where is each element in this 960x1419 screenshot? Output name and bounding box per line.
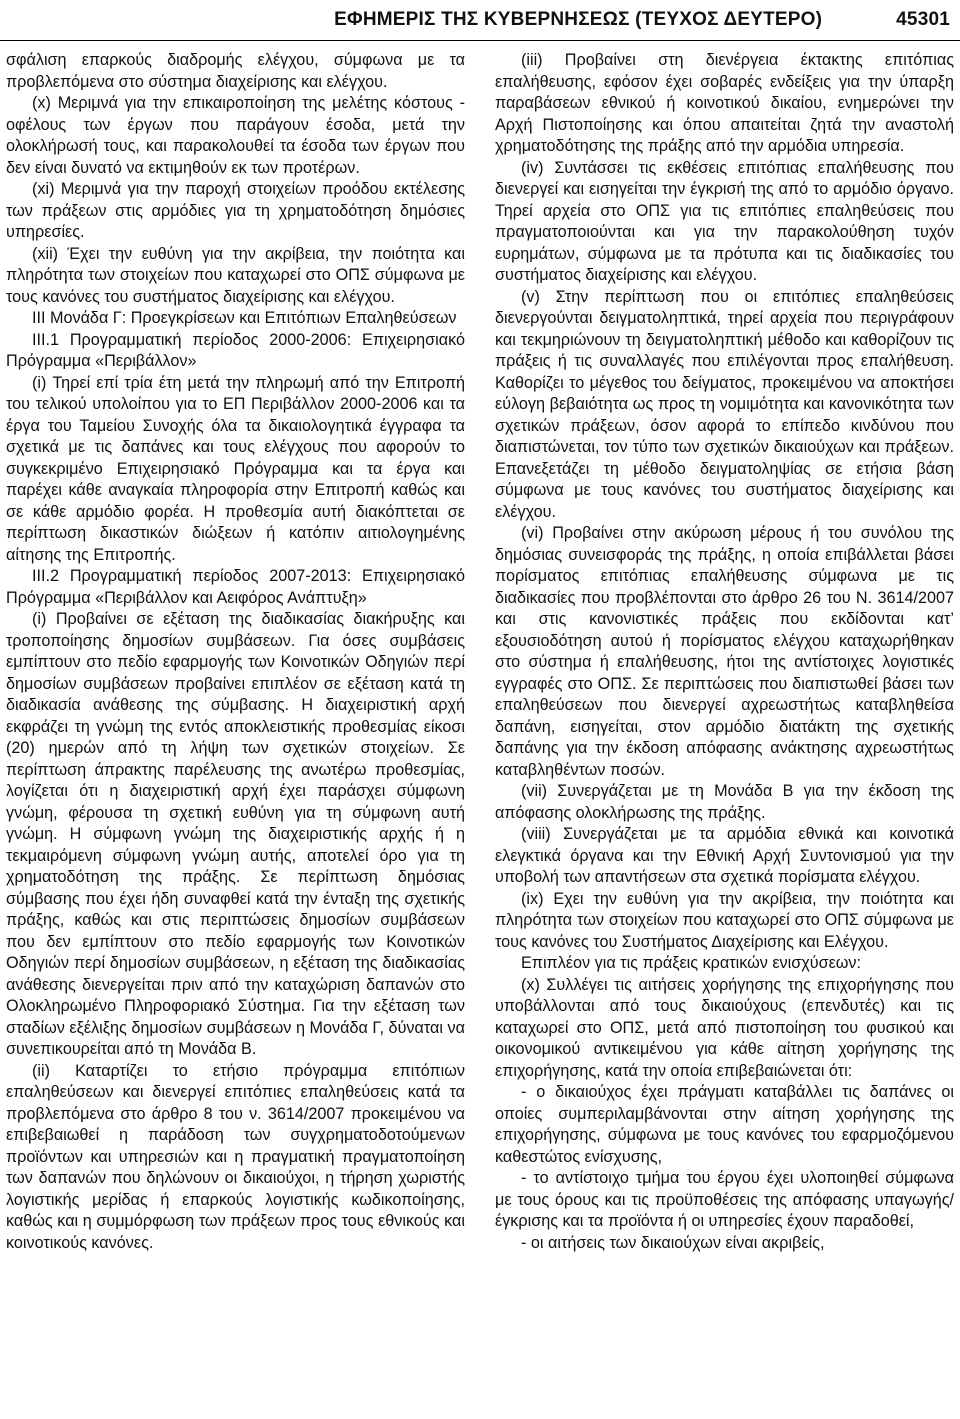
list-item: - οι αιτήσεις των δικαιούχων είναι ακριβείς, — [521, 1233, 825, 1252]
paragraph: (xi) Μεριμνά για την παροχή στοιχείων προόδου εκτέλεσης των πράξεων στις αρμόδιες για τη χρηματοδότηση δημόσιες υπηρεσίες. — [6, 180, 465, 241]
paragraph: (iii) Προβαίνει στη διενέργεια έκτακτης επιτόπιας επαλήθευσης, εφόσον έχει σοβαρές ενδείξεις για την ύπαρξη παραβάσεων εθνικού ή κοινοτικού δικαίου, ενημερώνει την Αρχή Πιστοποίησης και όπου απαιτείται ζητά την αναστολή χρηματοδότησης της πράξης από την αρμόδια υπηρεσία. — [495, 51, 954, 155]
paragraph: (ii) Καταρτίζει το ετήσιο πρόγραμμα επιτόπιων επαληθεύσεων και διενεργεί επιτόπιες επαληθεύσεις κατά τα προβλεπόμενα στο άρθρο 8 του ν. 3614/2007 προκειμένου να επιβεβαιωθεί η παράδοση των συγχρηματοδοτούμενων προϊόντων και υπηρεσιών και η πραγματική πραγματοποίηση των δαπανών που δηλώνουν οι δικαιούχοι, η τήρηση χωριστής λογιστικής μερίδας ή επαρκούς λογιστικής κωδικοποίησης, καθώς και η συμμόρφωση των πράξεων προς τους εθνικούς και κοινοτικούς κανόνες. — [6, 1061, 465, 1252]
left-column — [6, 50, 465, 1417]
paragraph: (vii) Συνεργάζεται με τη Μονάδα Β για την έκδοση της απόφασης ολοκλήρωσης της πράξης. — [495, 782, 954, 822]
paragraph: (xii) Έχει την ευθύνη για την ακρίβεια, την ποιότητα και πληρότητα των στοιχείων που καταχωρεί στο ΟΠΣ σύμφωνα με τους κανόνες του συστήματος διαχείρισης και ελέγχου. — [6, 244, 465, 306]
list-item: - το αντίστοιχο τμήμα του έργου έχει υλοποιηθεί σύμφωνα με τους όρους και τις προϋποθέσεις της απόφασης υπαγωγής/έγκρισης και τα προϊόντα ή οι υπηρεσίες έχουν παραδοθεί, — [495, 1169, 954, 1230]
page-header — [0, 0, 960, 41]
paragraph: (x) Συλλέγει τις αιτήσεις χορήγησης της επιχορήγησης που υποβάλλονται από τους δικαιούχους (επενδυτές) και τις καταχωρεί στο ΟΠΣ, μετά από πιστοποίηση του φυσικού και οικονομικού αντικειμένου για κάθε αίτηση χορήγησης της επιχορήγησης, κατά την οποία επιβεβαιώνεται ότι: — [495, 975, 954, 1080]
subsection-heading: ΙΙΙ.2 Προγραμματική περίοδος 2007-2013: Επιχειρησιακό Πρόγραμμα «Περιβάλλον και Αειφόρος Ανάπτυξη» — [6, 567, 465, 607]
subsection-heading: ΙΙΙ.1 Προγραμματική περίοδος 2000-2006: Επιχειρησιακό Πρόγραμμα «Περιβάλλον» — [6, 330, 465, 370]
paragraph: (viii) Συνεργάζεται με τα αρμόδια εθνικά και κοινοτικά ελεγκτικά όργανα και την Εθνική Αρχή Συντονισμού για την υποβολή των απαντήσεων στα σχετικά πορίσματα ελέγχου. — [495, 825, 954, 886]
paragraph: (i) Τηρεί επί τρία έτη μετά την πληρωμή από την Επιτροπή του τελικού υπολοίπου για το ΕΠ Περιβάλλον 2000-2006 και τα έργα του Ταμείου Συνοχής όλα τα δικαιολογητικά έγγραφα τα σχετικά με τις δαπάνες και τους ελέγχους που αφορούν το συγκεκριμένο Επιχειρησιακό Πρόγραμμα και τα έργα και παρέχει κάθε αναγκαία πληροφορία στην Επιτροπή καθώς και σε κάθε αρμόδιο φορέα. Η προθεσμία αυτή διακόπτεται σε περίπτωση δικαστικών διώξεων ή κατόπιν αιτιολογημένης αίτησης της Επιτροπής. — [6, 373, 465, 564]
page-number: 45301 — [896, 9, 950, 30]
text-columns — [6, 50, 954, 1417]
paragraph: (vi) Προβαίνει στην ακύρωση μέρους ή του συνόλου της δημόσιας συνεισφοράς της πράξης, η οποία επιβάλλεται βάσει πορίσματος επιτόπιας επαλήθευσης σύμφωνα με τις διαδικασίες που προβλέπονται στο άρθρο 26 του Ν. 3614/2007 και στις κανονιστικές πράξεις που εκδίδονται κατ’ εξουσιοδότηση αυτού ή πορίσματος ελέγχου καταχωρήθηκαν στο σύστημα ή επαλήθευσης, ήτοι της αντίστοιχες λογιστικές εγγραφές στο ΟΠΣ. Σε περιπτώσεις που διαπιστωθεί βάσει των επαληθεύσεων που διενεργεί αχρεωστήτως καταβληθείσα δαπάνη, εισηγείται, στον αρμόδιο διατάκτη της σχετικής δαπάνης για την έκδοση απόφασης ανάκτησης αχρεωστήτως καταβληθέντων ποσών. — [495, 524, 954, 779]
list-item: - ο δικαιούχος έχει πράγματι καταβάλλει τις δαπάνες οι οποίες συμπεριλαμβάνονται στην αίτηση χορήγησης της επιχορήγησης, σύμφωνα με τους κανόνες του εφαρμοζόμενου καθεστώτος ενίσχυσης, — [495, 1083, 954, 1166]
gazette-title: ΕΦΗΜΕΡΙΣ ΤΗΣ ΚΥΒΕΡΝΗΣΕΩΣ (ΤΕΥΧΟΣ ΔΕΥΤΕΡΟ) — [334, 9, 823, 30]
paragraph: (v) Στην περίπτωση που οι επιτόπιες επαληθεύσεις διενεργούνται δειγματοληπτικά, τηρεί αρχεία που περιγράφουν και τεκμηριώνουν τη δειγματοληπτική μέθοδο και καθορίζουν τις πράξεις ή τις συναλλαγές που επιλέγονται προς επαλήθευση. Καθορίζει το μέγεθος του δείγματος, προκειμένου να αποκτήσει εύλογη βεβαιότητα ως προς τη νομιμότητα και κανονικότητα των σχετικών πράξεων, όσον αφορά το επίπεδο κινδύνου που διαπιστώνεται, τον τύπο των σχετικών δικαιούχων και πράξεων. Επανεξετάζει τη μέθοδο δειγματοληψίας σε ετήσια βάση σύμφωνα με τους κανόνες του συστήματος διαχείρισης και ελέγχου. — [495, 287, 954, 521]
paragraph: σφάλιση επαρκούς διαδρομής ελέγχου, σύμφωνα με τα προβλεπόμενα στο σύστημα διαχείρισης και ελέγχου. — [6, 51, 465, 91]
paragraph: Επιπλέον για τις πράξεις κρατικών ενισχύσεων: — [521, 954, 862, 972]
paragraph: (iv) Συντάσσει τις εκθέσεις επιτόπιας επαλήθευσης που διενεργεί και εισηγείται την έγκρισή της από το αρμόδιο όργανο. Τηρεί αρχεία στο ΟΠΣ για τις επιτόπιες επαληθεύσεις που πραγματοποιούνται και για την παρακολούθηση τυχόν ευρημάτων, σύμφωνα με τα πρότυπα και τις διαδικασίες του συστήματος διαχείρισης και ελέγχου. — [495, 158, 954, 284]
section-heading: ΙΙΙ Μονάδα Γ: Προεγκρίσεων και Επιτόπιων Επαληθεύσεων — [32, 309, 457, 327]
paragraph: (i) Προβαίνει σε εξέταση της διαδικασίας διακήρυξης και τροποποίησης δημοσίων συμβάσεων. Για όσες συμβάσεις εμπίπτουν στο πεδίο εφαρμογής των Κοινοτικών Οδηγιών περί δημοσίων συμβάσεων προβαίνει επιπλέον σε εξέταση κατά τη διαδικασία ανάθεσης της σύμβασης. Η διαχειριστική αρχή εκφράζει τη γνώμη της εντός αποκλειστικής προθεσμίας είκοσι (20) ημερών από τη λήψη των σχετικών στοιχείων. Σε περίπτωση άπρακτης παρέλευσης της ανωτέρω προθεσμίας, λογίζεται ότι η διαχειριστική αρχή έχει παράσχει σύμφωνη γνώμη, φέρουσα τη σχετική ευθύνη για τη σύμφωνη αυτή γνώμη. Η σύμφωνη γνώμη της διαχειριστικής αρχής ή η τεκμαιρόμενη σύμφωνη γνώμη αυτής, αποτελεί όρο για τη χρηματοδότηση της πράξης. Σε περίπτωση δημόσιας σύμβασης που έχει ήδη συναφθεί κατά την ένταξη της σχετικής πράξης, καθώς και στις περιπτώσεις δημοσίων συμβάσεων που δεν εμπίπτουν στο πεδίο εφαρμογής των Κοινοτικών Οδηγιών περί δημοσίων συμβάσεων, η εξέταση της διαδικασίας ανάθεσης διενεργείται πριν από την καταχώριση δαπανών στο Ολοκληρωμένο Πληροφοριακό Σύστημα. Για την εξέταση των σταδίων εξέλιξης δημοσίων συμβάσεων η Μονάδα Γ, δύναται να συνεπικουρείται από τη Μονάδα Β. — [6, 610, 465, 1058]
paragraph: (ix) Εχει την ευθύνη για την ακρίβεια, την ποιότητα και πληρότητα των στοιχείων που καταχωρεί στο ΟΠΣ σύμφωνα με τους κανόνες του Συστήματος Διαχείρισης και Ελέγχου. — [495, 889, 954, 951]
right-column — [495, 50, 954, 1417]
paragraph: (x) Μεριμνά για την επικαιροποίηση της μελέτης κόστους - οφέλους των έργων που παράγουν έσοδα, μετά την ολοκλήρωσή τους, και παρακολουθεί τα έσοδα των έργων που δεν είναι δυνατό να εκτιμηθούν εκ των προτέρων. — [6, 94, 465, 177]
